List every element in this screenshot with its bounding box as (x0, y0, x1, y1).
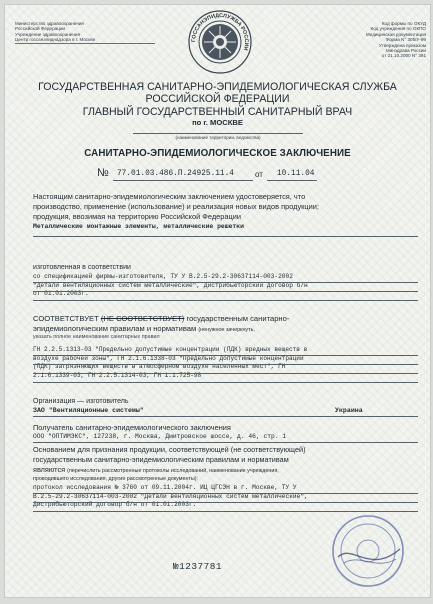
compliance-line-2 (33, 324, 255, 333)
issuer-line-3: Учреждение здравоохранения (15, 31, 80, 37)
specification-line-2: "Детали вентиляционных систем металлические", Дистрибьюторский договор б/н (33, 281, 308, 289)
issuer-block (15, 21, 165, 44)
number-label: № (97, 167, 109, 179)
statement-block (33, 192, 423, 232)
not-complies-struck: (НЕ СООТВЕТСТВУЕТ) (100, 314, 185, 323)
form-code-line-7: от 21.10.2000 N° 391 (381, 53, 426, 59)
form-code-line-3: Медицинская документация (365, 31, 426, 37)
basis-block (33, 445, 428, 483)
basis-line-2: государственным санитарно-эпидемиологическим правилам и нормативам (33, 455, 289, 464)
rules-note: указать полное наименование санитарных правил (33, 334, 160, 340)
basis-value-1: протокол исследования № 3760 от 09.11.2004г. ИЦ ЦГСЭН в г. Москве, ТУ У (33, 484, 297, 491)
recipient-value: ООО "ОПТИМЭКС", 127238, г. Москва, Дмитровское шоссе, д. 46, стр. 1 (33, 433, 287, 440)
form-code-block (321, 21, 426, 59)
compliance-statement (33, 314, 428, 324)
basis-underline-3 (33, 511, 418, 512)
territory-note: (наименование территории, ведомства) (175, 135, 261, 140)
product-underline (33, 236, 418, 237)
basis-underline-2 (33, 502, 418, 503)
form-code-line-1: Код формы по ОКУД (381, 21, 426, 26)
emblem-icon (187, 9, 253, 75)
norms-line-3: (ПДК) загрязняющих веществ в атмосферном воздухе населенных мест", ГН (33, 363, 286, 371)
compliance-text-tail: государственным санитарно- (186, 314, 290, 323)
recipient-label: Получатель санитарно-эпидемиологического заключения (33, 423, 231, 432)
complies-text: СООТВЕТСТВУЕТ (33, 314, 99, 323)
certificate-page (4, 4, 431, 598)
statement-line-3: продукция, ввозимая на территорию Российской Федерации (33, 212, 241, 221)
basis-line-1: Основанием для признания продукции, соответствующей (не соответствующей) (33, 445, 306, 454)
manufacturer-name: ЗАО "Вентиляционные системы" (33, 407, 144, 414)
manufacturer-country: Украина (335, 407, 363, 414)
basis-line-3 (33, 465, 428, 476)
emblem-seal (187, 9, 253, 75)
made-label: изготовленная в соответствии (33, 264, 131, 271)
header (5, 81, 430, 127)
document-title: САНИТАРНО-ЭПИДЕМИОЛОГИЧЕСКОЕ ЗАКЛЮЧЕНИЕ (84, 148, 351, 159)
basis-underline-1 (33, 493, 418, 494)
header-line-2: РОССИЙСКОЙ ФЕДЕРАЦИИ (145, 93, 290, 105)
number-underline (113, 180, 253, 181)
header-line-1: ГОСУДАРСТВЕННАЯ САНИТАРНО-ЭПИДЕМИОЛОГИЧЕСКАЯ СЛУЖБА (38, 81, 397, 93)
statement-line-2: производство, применение (использование) и реализация новых видов продукции; (33, 202, 319, 211)
specification-line-3: от 01.01.2003г. (33, 290, 89, 298)
form-code-line-2: Код учреждения по ОКПО (370, 26, 426, 32)
date-label: от (255, 170, 263, 179)
form-code-line-5: Утверждена приказом (378, 42, 426, 48)
basis-values (33, 484, 428, 510)
basis-value-2: В.2.5-29.2-30637114-003-2002 "Детали вентиляционных систем металлические", (33, 492, 308, 500)
header-line-3: ГЛАВНЫЙ ГОСУДАРСТВЕННЫЙ САНИТАРНЫЙ ВРАЧ (82, 106, 353, 118)
issuer-line-4: Центр госсанэпиднадзора в г. Москве (15, 37, 155, 43)
territory-underline (133, 133, 303, 134)
statement-line-1: Настоящим санитарно-эпидемиологическим заключением удостоверяется, что (33, 192, 306, 201)
manufacturer-label: Организация — изготовитель (33, 398, 129, 405)
norms-underline-3 (33, 373, 418, 374)
norms-underline-4 (33, 382, 418, 383)
spec-underline-1 (33, 282, 418, 283)
specification-block (33, 273, 423, 299)
recipient-underline (33, 442, 418, 443)
issuer-line-2: Российской Федерации (15, 26, 65, 32)
specification-line-1: со спецификацией фирмы-изготовителя, ТУ У В.2.5-29.2-30637114-003-2002 (33, 273, 293, 280)
basis-line-3-note: (перечислить рассмотренные протоколы исследований, наименование учреждения, (67, 468, 279, 474)
seal-ring-text: ГОССАНЭПИДСЛУЖБА РОССИИ (190, 12, 250, 52)
date-underline (267, 180, 317, 181)
certificate-number: 77.01.03.486.П.24925.11.4 (117, 170, 234, 178)
basis-line-4: проводившего исследования, другие рассмотренные документы): (33, 476, 199, 482)
spec-underline-3 (33, 300, 418, 301)
spec-underline-2 (33, 291, 418, 292)
norms-line-2: воздухе рабочей зоны", ГН 2.1.6.1338-03 "Предельно допустимые концентрации (33, 354, 304, 362)
serial-number: №1237781 (173, 561, 223, 572)
norms-underline-1 (33, 355, 418, 356)
header-line-4: по г. МОСКВЕ (192, 118, 243, 127)
manufacturer-underline (33, 416, 418, 417)
issuer-line-1: Министерство здравоохранения (15, 21, 84, 26)
norms-underline-2 (33, 364, 418, 365)
norms-line-4: 2.1.6.1339-03, ГН 2.2.5.1314-03, ГН 1.1.725-98 (33, 371, 202, 379)
basis-value-3: Дистрибьюторский договор б/н от 01.01.2003г. (33, 501, 197, 509)
form-code-line-4: Форма N° 305/У-99 (385, 37, 426, 43)
official-stamp (330, 513, 406, 589)
compliance-text-2: эпидемиологическим правилам и нормативам (33, 324, 197, 333)
form-code-line-6: Минздрава России (385, 48, 426, 54)
stamp-icon (330, 513, 406, 589)
compliance-note: (ненужное зачеркнуть, (198, 327, 255, 333)
certificate-date: 10.11.04 (277, 170, 315, 178)
basis-line-3-lead: являются (33, 465, 66, 474)
product-name: Металлические монтажные элементы, металлические решетки (33, 223, 244, 230)
norms-line-1: ГН 2.2.5.1313-03 "Предельно допустимые концентрации (ПДК) вредных веществ в (33, 346, 308, 353)
